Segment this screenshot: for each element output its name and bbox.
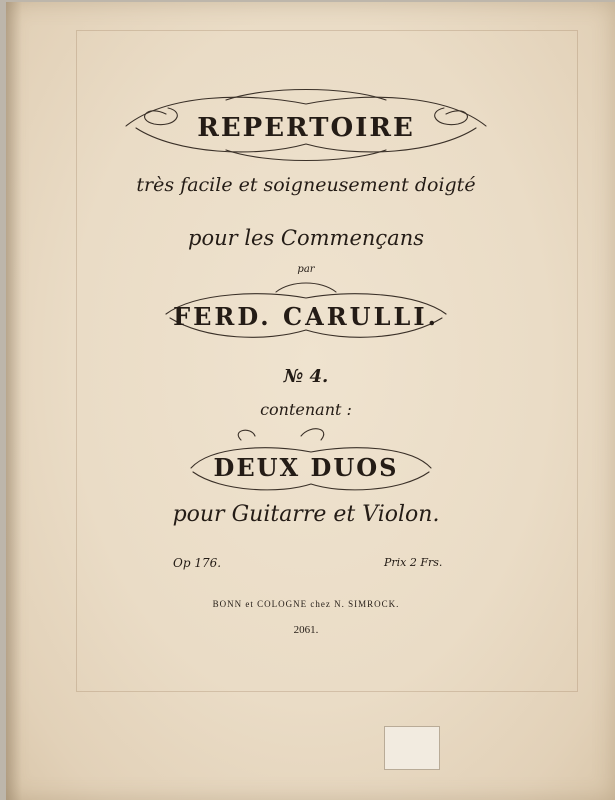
- subtitle-line-1: très facile et soigneusement doigté: [136, 174, 476, 196]
- composer-name: FERD. CARULLI.: [173, 302, 439, 331]
- containing-label: contenant :: [260, 400, 352, 419]
- title-repertoire: REPERTOIRE: [197, 113, 415, 143]
- publisher-imprint: BONN et COLOGNE chez N. SIMROCK.: [212, 599, 400, 609]
- title-page-sheet: [6, 2, 615, 800]
- library-stamp: [384, 726, 440, 770]
- opus-number: Op 176.: [173, 556, 222, 570]
- by-label: par: [297, 264, 315, 275]
- series-number: № 4.: [283, 366, 329, 387]
- subtitle-line-2: pour les Commençans: [188, 226, 424, 250]
- instrumentation: pour Guitarre et Violon.: [172, 502, 440, 527]
- work-title: DEUX DUOS: [213, 453, 399, 482]
- price-label: Prix 2 Frs.: [384, 556, 443, 569]
- plate-number: 2061.: [293, 624, 319, 636]
